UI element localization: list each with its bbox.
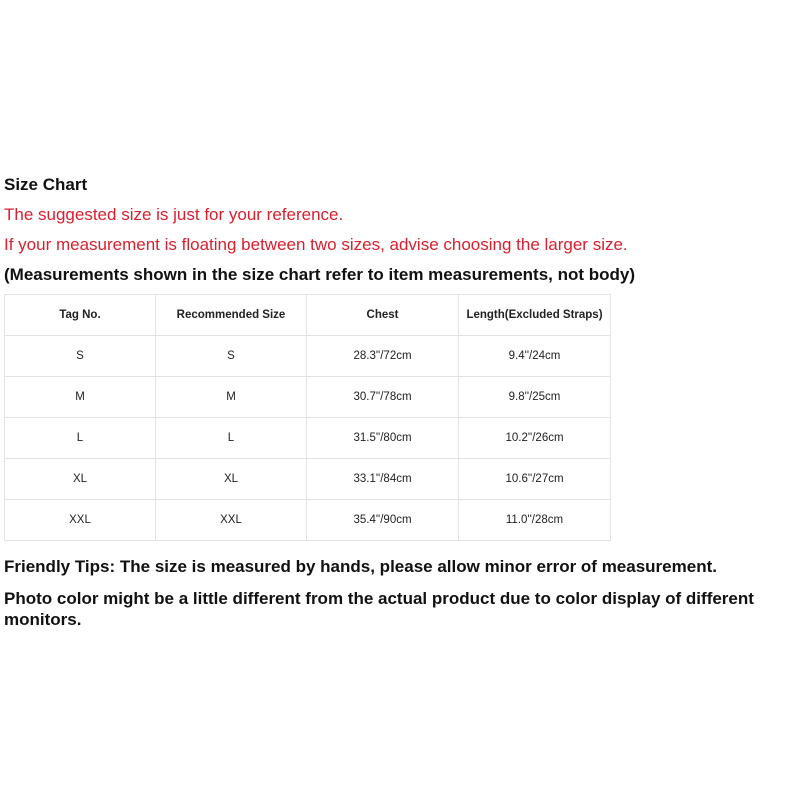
table-row	[5, 500, 611, 541]
cell-tag-no: XXL	[5, 500, 156, 541]
table-row	[5, 377, 611, 418]
cell-length: 9.8''/25cm	[459, 377, 611, 418]
table-row	[5, 459, 611, 500]
cell-chest: 33.1''/84cm	[307, 459, 459, 500]
header-recommended-size: Recommended Size	[156, 295, 307, 336]
cell-recommended-size: L	[156, 418, 307, 459]
reference-note: The suggested size is just for your reference.	[4, 205, 344, 224]
table-row	[5, 336, 611, 377]
size-chart-title: Size Chart	[4, 175, 88, 194]
header-chest: Chest	[307, 295, 459, 336]
cell-tag-no: M	[5, 377, 156, 418]
header-tag-no: Tag No.	[5, 295, 156, 336]
cell-tag-no: S	[5, 336, 156, 377]
measurement-note: (Measurements shown in the size chart refer to item measurements, not body)	[4, 265, 636, 284]
cell-length: 10.2''/26cm	[459, 418, 611, 459]
cell-length: 11.0''/28cm	[459, 500, 611, 541]
cell-recommended-size: M	[156, 377, 307, 418]
cell-recommended-size: XL	[156, 459, 307, 500]
photo-color-note: Photo color might be a little different from the actual product due to color display of different monitors.	[4, 589, 754, 629]
cell-chest: 31.5''/80cm	[307, 418, 459, 459]
cell-chest: 35.4''/90cm	[307, 500, 459, 541]
header-length: Length(Excluded Straps)	[459, 295, 611, 336]
cell-length: 10.6''/27cm	[459, 459, 611, 500]
size-table	[4, 294, 611, 541]
cell-tag-no: XL	[5, 459, 156, 500]
cell-chest: 30.7''/78cm	[307, 377, 459, 418]
cell-recommended-size: S	[156, 336, 307, 377]
cell-recommended-size: XXL	[156, 500, 307, 541]
cell-length: 9.4''/24cm	[459, 336, 611, 377]
friendly-tips: Friendly Tips: The size is measured by hands, please allow minor error of measurement.	[4, 557, 717, 576]
cell-chest: 28.3''/72cm	[307, 336, 459, 377]
table-header-row	[5, 295, 611, 336]
table-row	[5, 418, 611, 459]
floating-size-note: If your measurement is floating between two sizes, advise choosing the larger size.	[4, 235, 628, 254]
cell-tag-no: L	[5, 418, 156, 459]
